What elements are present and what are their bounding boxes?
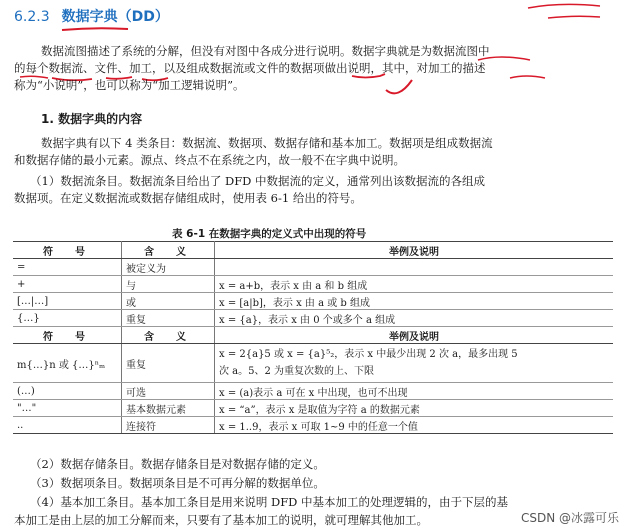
cell-symbol: […|…] [13, 293, 122, 310]
cell-meaning: 或 [122, 293, 215, 310]
ink-hook-shuoming [386, 80, 412, 93]
header-example: 举例及说明 [215, 327, 614, 344]
table-row [13, 344, 613, 383]
table-row [13, 417, 613, 434]
table-row [13, 259, 613, 276]
cell-example-line-2: 次 a。5、2 为重复次数的上、下限 [219, 366, 375, 377]
table-row [13, 383, 613, 400]
table-caption: 表 6-1 在数据字典的定义式中出现的符号 [172, 228, 367, 240]
ink-line-top [548, 16, 600, 18]
cell-example: x = [a|b]，表示 x 由 a 或 b 组成 [215, 293, 614, 310]
header-symbol: 符 号 [13, 327, 122, 344]
table-row [13, 276, 613, 293]
closing-line-1: （2）数据存储条目。数据存储条目是对数据存储的定义。 [30, 457, 325, 471]
table-row [13, 310, 613, 327]
closing-line-2: （3）数据项条目。数据项条目是不可再分解的数据单位。 [30, 476, 325, 490]
closing-line-3: （4）基本加工条目。基本加工条目是用来说明 DFD 中基本加工的处理逻辑的，由于下层的基 [30, 495, 509, 509]
cell-symbol: .. [13, 417, 122, 434]
heading-number: 6.2.3 [14, 9, 50, 25]
intro-line-3: 称为“小说明”，也可以称为“加工逻辑说明”。 [14, 78, 245, 92]
symbols-table [13, 241, 613, 434]
cell-symbol: "…" [13, 400, 122, 417]
section1-line-1: 数据字典有以下 4 类条目：数据流、数据项、数据存储和基本加工。数据项是组成数据流 [41, 136, 493, 150]
table-header-row-repeat [13, 327, 613, 344]
cell-example: x = a+b，表示 x 由 a 和 b 组成 [215, 276, 614, 293]
closing-line-4: 本加工是由上层的加工分解而来，只要有了基本加工的说明，就可理解其他加工。 [14, 513, 428, 527]
ink-scribble-top [528, 4, 600, 8]
cell-symbol: (…) [13, 383, 122, 400]
cell-symbol: m{…}n 或 {…}ⁿₘ [13, 344, 122, 383]
cell-example [215, 259, 614, 276]
cell-meaning: 连接符 [122, 417, 215, 434]
cell-example [215, 344, 614, 383]
section-heading [14, 6, 169, 26]
cell-example: x = 1..9，表示 x 可取 1~9 中的任意一个值 [215, 417, 614, 434]
cell-example: x = “a”，表示 x 是取值为字符 a 的数据元素 [215, 400, 614, 417]
watermark: CSDN @冰露可乐 [520, 511, 619, 525]
ink-underline-end [510, 76, 545, 78]
intro-line-1: 数据流图描述了系统的分解，但没有对图中各成分进行说明。数据字典就是为数据流图中 [41, 44, 490, 58]
intro-line-2: 的每个数据流、文件、加工，以及组成数据流或文件的数据项做出说明，其中，对加工的描述 [14, 61, 486, 75]
cell-example: x = {a}，表示 x 由 0 个或多个 a 组成 [215, 310, 614, 327]
cell-example-line-1: x = 2{a}5 或 x = {a}⁵₂，表示 x 中最少出现 2 次 a，最多出现 5 [219, 349, 518, 360]
table-row [13, 293, 613, 310]
cell-meaning: 重复 [122, 344, 215, 383]
cell-symbol: + [13, 276, 122, 293]
cell-meaning: 基本数据元素 [122, 400, 215, 417]
section1-line-2: 和数据存储的最小元素。源点、终点不在系统之内，故一般不在字典中说明。 [14, 153, 405, 167]
header-meaning: 含 义 [122, 327, 215, 344]
ink-underline-title [62, 28, 128, 30]
heading-title: 数据字典（DD） [61, 9, 169, 25]
header-symbol: 符 号 [13, 242, 122, 259]
cell-meaning: 重复 [122, 310, 215, 327]
cell-symbol: = [13, 259, 122, 276]
cell-symbol: {…} [13, 310, 122, 327]
cell-meaning: 可选 [122, 383, 215, 400]
header-example: 举例及说明 [215, 242, 614, 259]
section1-line-3: （1）数据流条目。数据流条目给出了 DFD 中数据流的定义，通常列出该数据流的各组成 [30, 174, 486, 188]
cell-example: x = (a)表示 a 可在 x 中出现，也可不出现 [215, 383, 614, 400]
cell-meaning: 被定义为 [122, 259, 215, 276]
section1-title: 1. 数据字典的内容 [41, 112, 143, 126]
table-row [13, 400, 613, 417]
section1-line-4: 数据项。在定义数据流或数据存储组成时，使用表 6-1 给出的符号。 [14, 191, 362, 205]
table-header-row [13, 242, 613, 259]
cell-meaning: 与 [122, 276, 215, 293]
header-meaning: 含 义 [122, 242, 215, 259]
